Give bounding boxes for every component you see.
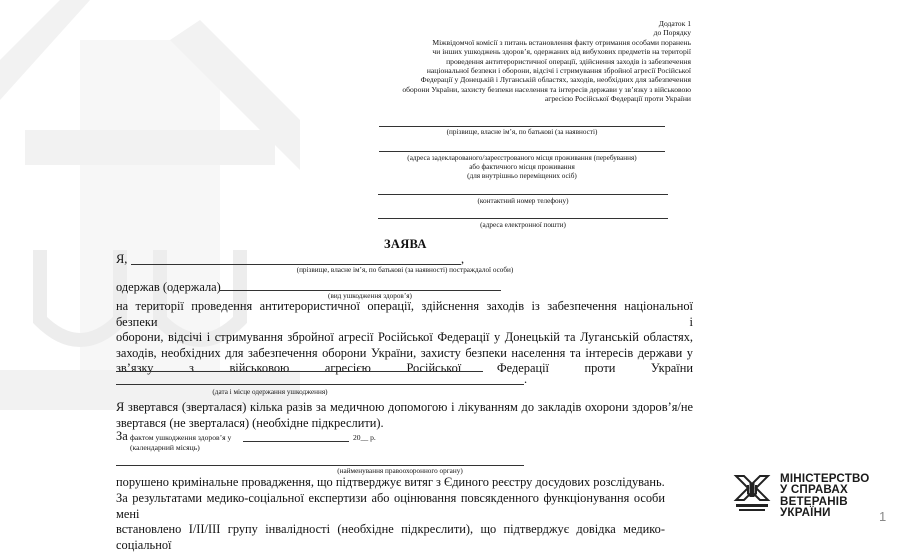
paragraph-line: оборони, відсічі і стримування збройної агресії Російської Федерації у Донецькій та Луганській областях, [116,330,693,345]
phone-caption: (контактний номер телефону) [477,197,569,205]
ministry-name-line: УКРАЇНИ [780,505,831,519]
ministry-name-line: ВЕТЕРАНІВ [780,494,848,508]
paragraph-line: звертався (не зверталася) (необхідне підкреслити). [116,415,384,430]
address-field-line[interactable] [379,151,665,152]
annex-line: чи інших ушкоджень здоров’я, одержаних від вибухових предметів на території [432,47,691,57]
month-line[interactable] [243,441,349,442]
name-field-line[interactable] [379,126,665,127]
paragraph-line: За результатами медико-соціальної експертизи або оцінювання повсякденного функціонування особи мені [116,491,665,521]
date-place-dot: . [524,372,528,386]
annex-line: Міжвідомчої комісії з питань встановлення факту отримання особами поранень [432,37,691,47]
email-field-line[interactable] [378,218,668,219]
address-caption: або фактичного місця проживання [469,163,575,171]
ministry-name-line: МІНІСТЕРСТВО [780,472,870,485]
applicant-name-line[interactable] [131,264,461,265]
annex-line: національної безпеки і оборони, відсічі і стримування збройної агресії Російської [426,66,691,76]
document-title: ЗАЯВА [384,237,427,251]
email-caption: (адреса електронної пошти) [480,221,566,229]
annex-line: Федерації у Донецькій і Луганській областях, заходів, необхідних для забезпечення [420,75,691,85]
date-place-line-1[interactable] [116,371,483,372]
paragraph-line: заходів, необхідних для забезпечення оборони України, захисту безпеки населення та інтересів держави у [116,345,693,360]
annex-line: оборони України, захисту безпеки населення та інтересів держави у зв’язку з військовою [402,84,691,94]
address-caption: (адреса задекларованого/зареєстрованого місця проживання (перебування) [407,154,637,162]
page-number: 1 [879,509,887,524]
paragraph-line: зв’язку з військовою агресією Російської Федерації проти України [116,361,693,376]
authority-line[interactable] [116,465,524,466]
annex-line: проведення антитерористичної операції, здійснення заходів із забезпечення [446,56,691,66]
injury-caption: (вид ушкодження здоров’я) [328,292,412,300]
i-comma: , [461,252,465,266]
date-place-line-2[interactable] [116,384,524,385]
fact-year: 20__ р. [353,433,376,442]
paragraph-line: порушено кримінальне провадження, що підтверджує витяг з Єдиного реєстру досудових розслідувань. [116,475,665,489]
phone-field-line[interactable] [378,194,668,195]
ministry-name-line: У СПРАВАХ [780,483,848,497]
paragraph-line: на території проведення антитерористичної операції, здійснення заходів із забезпечення національної безпеки і [116,299,693,329]
injury-type-line[interactable] [219,290,501,291]
fact-prefix: За [116,429,128,443]
date-place-caption: (дата і місце одержання ушкодження) [212,388,328,396]
applicant-name-caption: (прізвище, власне ім’я, по батькові (за наявності) постраждалої особи) [296,266,514,274]
paragraph-line: встановлено I/II/III групу інвалідності (необхідне підкреслити), що підтверджує довідка медико-соціальної [116,522,665,552]
ministry-logo-icon [732,472,772,518]
paragraph-line: Я звертався (зверталася) кілька разів за медичною допомогою і лікуванням до закладів охорони здоров’я/не [116,400,693,414]
name-caption: (прізвище, власне ім’я, по батькові (за наявності) [446,128,598,136]
address-caption: (для внутрішньо переміщених осіб) [467,172,577,180]
authority-caption: (найменування правоохоронного органу) [337,467,463,475]
annex-line: до Порядку [653,28,691,38]
annex-line: Додаток 1 [658,19,691,28]
annex-line: агресією Російської Федерації проти України [544,94,691,104]
fact-text: фактом ушкодження здоров’я у [130,433,232,442]
i-label: Я, [116,252,128,266]
month-caption: (календарний місяць) [130,443,200,452]
received-label: одержав (одержала) [116,280,221,294]
